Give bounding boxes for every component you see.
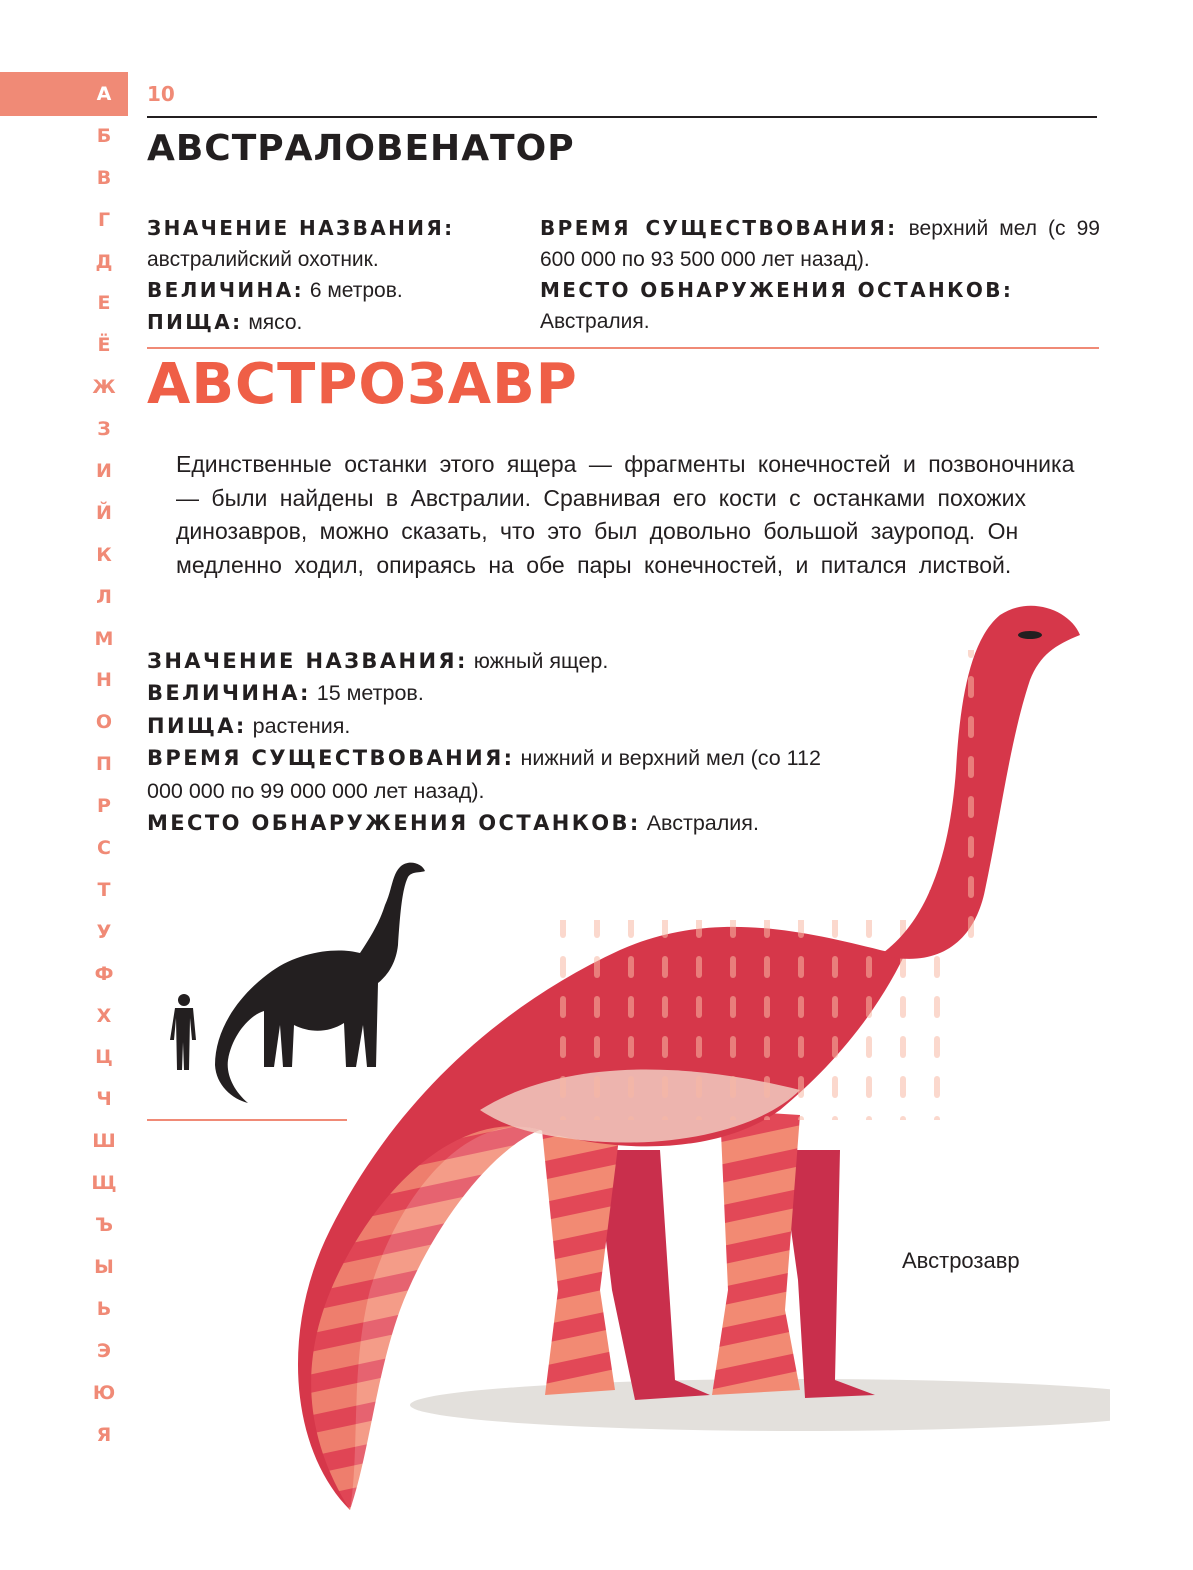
value-time: нижний и верхний мел (со 112 000 000 по 99 000 000 лет назад).	[147, 746, 821, 803]
entry2-description: Единственные останки этого ящера — фрагменты конечностей и позвоночника — были найдены в Австралии. Сравнивая его кости с останками похожих динозавров, можно сказать, что это был довольно большой зауропод. Он медленно ходил, опираясь на обе пары конечностей, и питался листвой.	[176, 451, 1075, 578]
alphabet-letter: Р	[97, 795, 111, 818]
entry-divider	[147, 347, 1099, 349]
alphabet-index	[80, 72, 128, 1454]
body-stripes	[311, 1126, 540, 1510]
value-place: Австралия.	[646, 811, 759, 836]
value-place: Австралия.	[540, 309, 650, 333]
entry1-place	[540, 275, 1100, 337]
alphabet-letter: В	[96, 166, 112, 189]
label-time: ВРЕМЯ СУЩЕСТВОВАНИЯ:	[147, 746, 515, 771]
alphabet-letter: Ё	[97, 334, 111, 357]
entry1-facts-left	[147, 213, 507, 338]
entry-title-austrosaurus: АВСТРОЗАВР	[147, 352, 578, 417]
alphabet-letter: Л	[96, 585, 112, 608]
alphabet-letter: Ь	[96, 1297, 112, 1320]
alphabet-letter: Й	[96, 501, 112, 524]
alphabet-letter: О	[95, 711, 113, 734]
label-food: ПИЩА:	[147, 713, 247, 738]
label-name-meaning: ЗНАЧЕНИЕ НАЗВАНИЯ:	[147, 216, 455, 240]
label-place: МЕСТО ОБНАРУЖЕНИЯ ОСТАНКОВ:	[540, 278, 1014, 302]
top-divider	[147, 116, 1097, 118]
entry1-time	[540, 213, 1100, 275]
alphabet-letter: Ю	[92, 1381, 116, 1404]
entry1-name-meaning	[147, 213, 507, 275]
alphabet-letter: М	[94, 627, 114, 650]
label-time: ВРЕМЯ СУЩЕСТВОВАНИЯ:	[540, 216, 898, 240]
alphabet-letter: Ц	[95, 1046, 113, 1069]
austrosaurus-illustration	[240, 590, 1110, 1570]
label-size: ВЕЛИЧИНА:	[147, 681, 311, 706]
alphabet-letter: Я	[96, 1423, 112, 1446]
neck-texture	[940, 650, 1000, 940]
label-name-meaning: ЗНАЧЕНИЕ НАЗВАНИЯ:	[147, 649, 468, 673]
alphabet-letter: И	[96, 460, 112, 483]
front-leg-near	[712, 1110, 800, 1395]
alphabet-letter: Э	[97, 1339, 111, 1362]
alphabet-letter: Б	[96, 124, 112, 147]
human-silhouette-icon	[170, 994, 196, 1070]
alphabet-letter: А	[96, 83, 112, 105]
value-name-meaning: южный ящер.	[473, 649, 609, 673]
value-time: верхний мел (с 99 600 000 по 93 500 000 лет назад).	[540, 217, 1100, 271]
label-food: ПИЩА:	[147, 309, 243, 334]
alphabet-letter: Е	[97, 292, 111, 315]
entry1-food	[147, 307, 507, 339]
alphabet-letter: Г	[97, 208, 111, 231]
entry-title-australovenator: АВСТРАЛОВЕНАТОР	[147, 128, 575, 169]
value-food: мясо.	[248, 310, 303, 334]
alphabet-letter: П	[96, 753, 112, 776]
alphabet-letter: Н	[96, 669, 112, 692]
alphabet-letter: Ж	[92, 376, 116, 399]
alphabet-letter: Д	[95, 250, 113, 273]
value-size: 6 метров.	[309, 279, 403, 302]
entry1-facts-right	[540, 213, 1100, 337]
alphabet-letter: Ш	[92, 1130, 116, 1153]
alphabet-letter: У	[96, 920, 112, 943]
label-place: МЕСТО ОБНАРУЖЕНИЯ ОСТАНКОВ:	[147, 811, 641, 836]
alphabet-letter: З	[97, 418, 111, 441]
illustration-caption: Австрозавр	[902, 1248, 1020, 1273]
alphabet-letter: Ф	[94, 962, 114, 985]
alphabet-letter: К	[96, 543, 112, 566]
value-name-meaning: австралийский охотник.	[147, 247, 379, 271]
alphabet-letter: Щ	[91, 1172, 117, 1195]
alphabet-letter: Ы	[94, 1255, 114, 1278]
dino-eye	[1018, 631, 1042, 639]
page-number: 10	[147, 82, 175, 106]
entry1-size	[147, 275, 507, 307]
alphabet-letter: Ч	[96, 1088, 112, 1111]
value-food: растения.	[252, 713, 351, 738]
alphabet-letter: С	[97, 837, 111, 860]
alphabet-letter: Х	[96, 1004, 112, 1027]
value-size: 15 метров.	[316, 681, 424, 706]
alphabet-letter: Т	[97, 878, 111, 901]
alphabet-letter: Ъ	[95, 1214, 113, 1237]
label-size: ВЕЛИЧИНА:	[147, 278, 304, 302]
